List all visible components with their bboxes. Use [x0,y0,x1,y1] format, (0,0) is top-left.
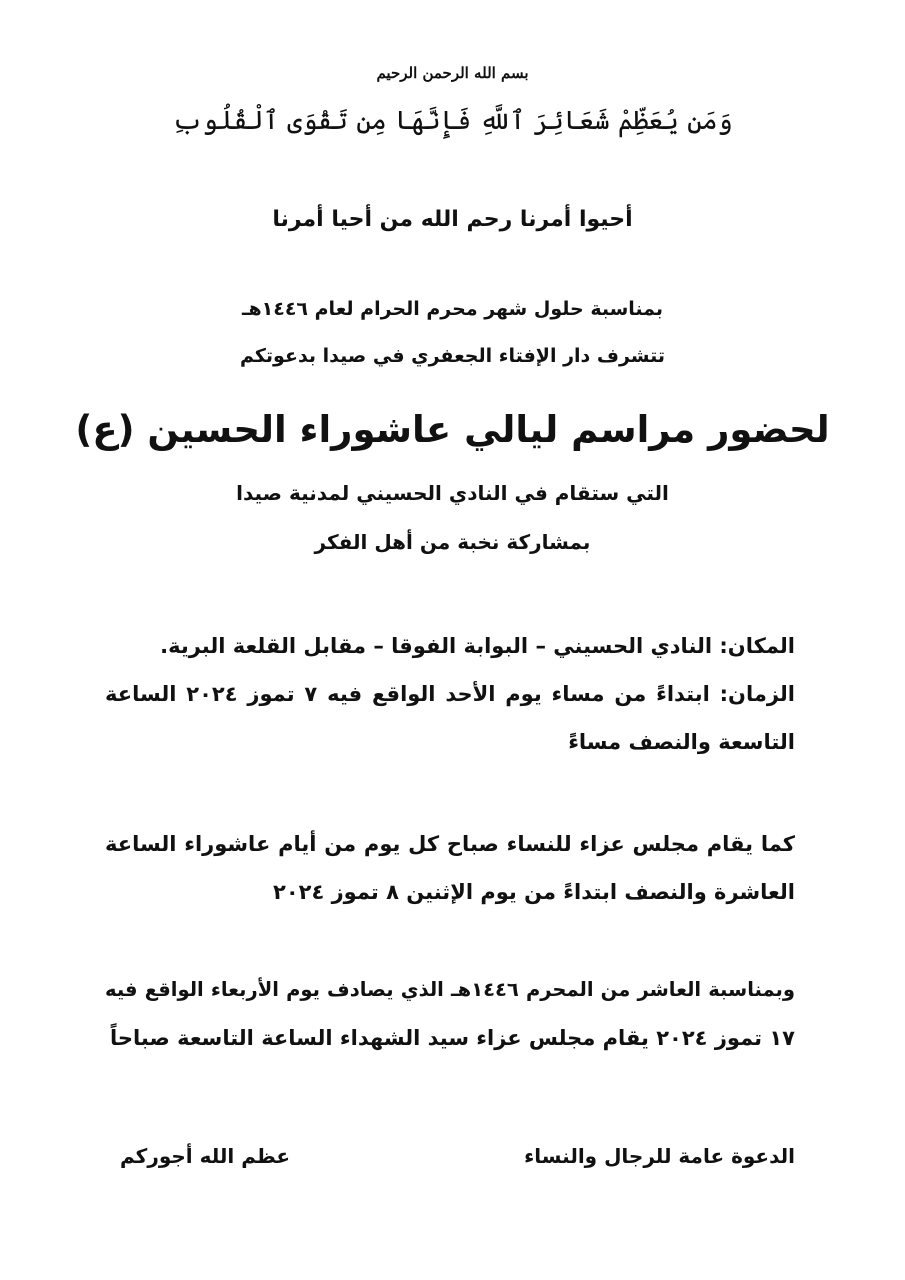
time-line-1: الزمان: ابتداءً من مساء يوم الأحد الواقع فيه ٧ تموز ٢٠٢٤ الساعة [105,682,795,706]
place-line: المكان: النادي الحسيني – البوابة الفوقا – مقابل القلعة البرية. [160,634,795,658]
general-invitation: الدعوة عامة للرجال والنساء [524,1144,795,1168]
women-majlis-block [105,820,795,916]
condolence-phrase: عظم الله أجوركم [120,1144,291,1168]
hadith-line: أحيوا أمرنا رحم الله من أحيا أمرنا [272,207,633,232]
women-majlis-line-1: كما يقام مجلس عزاء للنساء صباح كل يوم من أيام عاشوراء الساعة [105,832,795,856]
basmala: بسم الله الرحمن الرحيم [376,64,529,82]
tenth-day-block [105,966,795,1062]
venue-line: التي ستقام في النادي الحسيني لمدنية صيدا [236,481,669,505]
occasion-line: بمناسبة حلول شهر محرم الحرام لعام ١٤٤٦هـ [241,298,664,320]
main-title: لحضور مراسم ليالي عاشوراء الحسين (ع) [75,408,830,451]
quran-verse: وَمَن يُعَظِّمْ شَعَائِرَ ٱللَّهِ فَإِنَّهَا مِن تَقْوَى ٱلْقُلُوبِ [172,106,733,136]
tenth-day-line-1: وبمناسبة العاشر من المحرم ١٤٤٦هـ الذي يصادف يوم الأربعاء الواقع فيه [105,978,795,1001]
tenth-day-line-2: ١٧ تموز ٢٠٢٤ يقام مجلس عزاء سيد الشهداء الساعة التاسعة صباحاً [110,1026,795,1050]
time-line-2: التاسعة والنصف مساءً [568,730,795,754]
women-majlis-line-2: العاشرة والنصف ابتداءً من يوم الإثنين ٨ تموز ٢٠٢٤ [273,880,795,904]
place-time-block [105,622,795,766]
participation-line: بمشاركة نخبة من أهل الفكر [314,530,591,554]
host-line: تتشرف دار الإفتاء الجعفري في صيدا بدعوتكم [239,345,666,367]
